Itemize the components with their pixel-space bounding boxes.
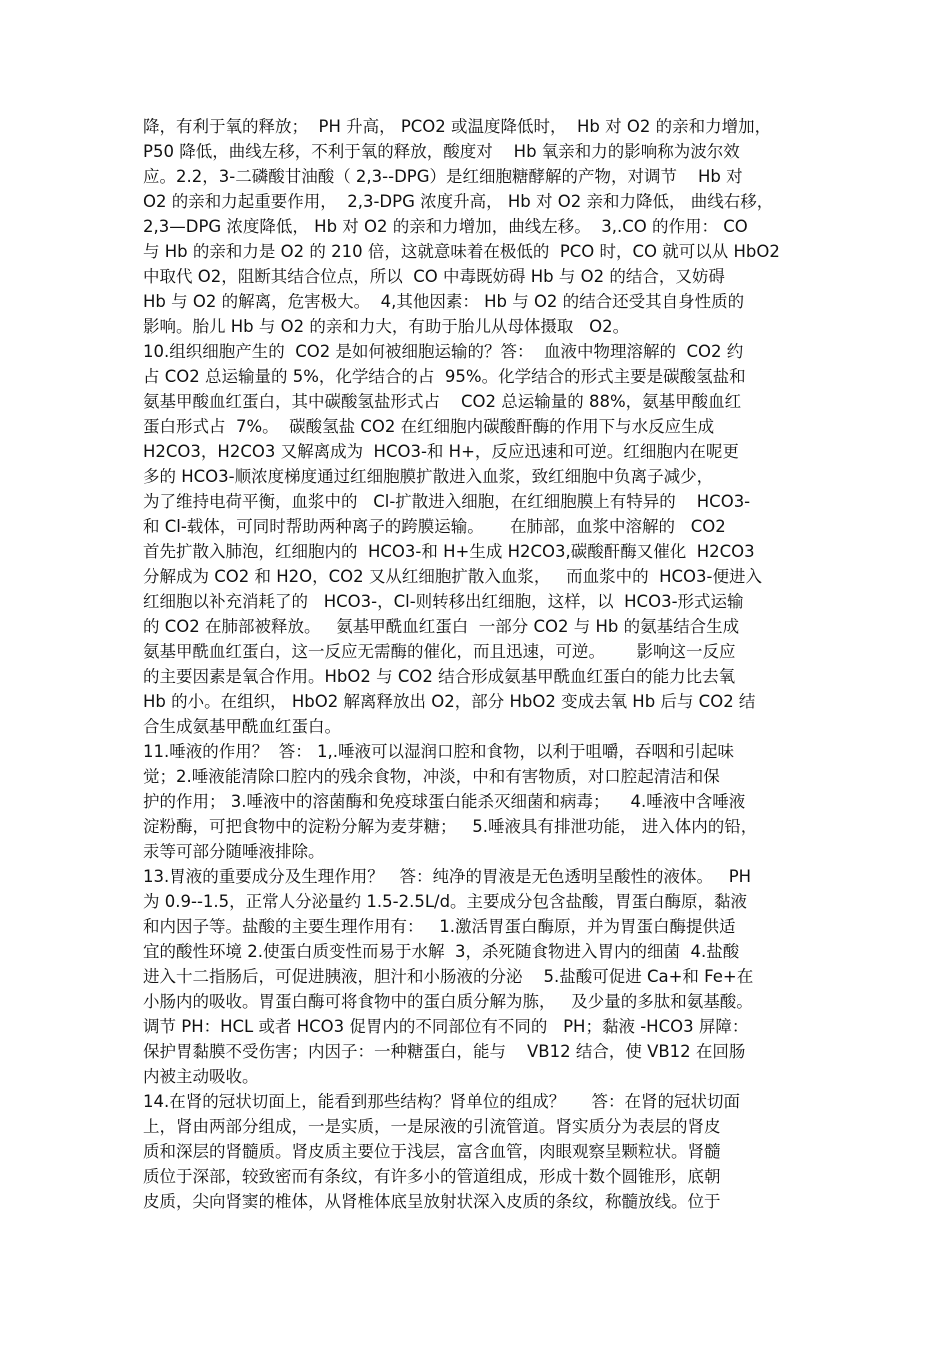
text-line: 合生成氨基甲酰血红蛋白。 [143,717,341,736]
text-line: 首先扩散入肺泡，红细胞内的 HCO3-和 H+生成 H2CO3,碳酸酐酶又催化 H2CO3 [143,542,755,561]
text-line: 觉；2.唾液能清除口腔内的残余食物，冲淡，中和有害物质，对口腔起清洁和保 [143,767,720,786]
text-line: 进入十二指肠后，可促进胰液，胆汁和小肠液的分泌 5.盐酸可促进 Ca+和 Fe+在 [143,967,754,986]
text-line: 护的作用； 3.唾液中的溶菌酶和免疫球蛋白能杀灭细菌和病毒； 4.唾液中含唾液 [143,792,746,811]
text-line: 占 CO2 总运输量的 5%，化学结合的占 95%。化学结合的形式主要是碳酸氢盐和 [143,367,746,386]
text-line: 汞等可部分随唾液排除。 [143,842,325,861]
text-line: 的 CO2 在肺部被释放。 氨基甲酰血红蛋白 一部分 CO2 与 Hb 的氨基结合生成 [143,617,740,636]
text-line: H2CO3，H2CO3 又解离成为 HCO3-和 H+，反应迅速和可逆。红细胞内在呢更 [143,442,739,461]
text-line: 皮质，尖向肾窦的椎体，从肾椎体底呈放射状深入皮质的条纹，称髓放线。位于 [143,1192,721,1211]
text-line: 红细胞以补充消耗了的 HCO3-，Cl-则转移出红细胞，这样，以 HCO3-形式运输 [143,592,744,611]
text-line: 和内因子等。盐酸的主要生理作用有： 1.激活胃蛋白酶原，并为胃蛋白酶提供适 [143,917,736,936]
text-line: 多的 HCO3-顺浓度梯度通过红细胞膜扩散进入血浆，致红细胞中负离子减少， [143,467,714,486]
text-line: 11.唾液的作用？ 答： 1,.唾液可以湿润口腔和食物，以利于咀嚼，吞咽和引起味 [143,742,734,761]
text-line: 为了维持电荷平衡，血浆中的 Cl-扩散进入细胞，在红细胞膜上有特异的 HCO3- [143,492,751,511]
text-line: 淀粉酶，可把食物中的淀粉分解为麦芽糖； 5.唾液具有排泄功能， 进入体内的铅， [143,817,758,836]
text-line: 与 Hb 的亲和力是 O2 的 210 倍，这就意味着在极低的 PCO 时，CO 就可以从 HbO2 [143,242,780,261]
text-line: 降，有利于氧的释放； PH 升高， PCO2 或温度降低时， Hb 对 O2 的亲和力增加， [143,117,772,136]
text-line: 宜的酸性环境 2.使蛋白质变性而易于水解 3，杀死随食物进入胃内的细菌 4.盐酸 [143,942,740,961]
text-line: 为 0.9--1.5，正常人分泌量约 1.5-2.5L/d。主要成分包含盐酸，胃蛋白酶原，黏液 [143,892,748,911]
text-line: 13.胃液的重要成分及生理作用？ 答：纯净的胃液是无色透明呈酸性的液体。 PH [143,867,752,886]
text-line: 上，肾由两部分组成，一是实质，一是尿液的引流管道。肾实质分为表层的肾皮 [143,1117,721,1136]
text-line: 质和深层的肾髓质。肾皮质主要位于浅层，富含血管，肉眼观察呈颗粒状。肾髓 [143,1142,721,1161]
text-line: O2 的亲和力起重要作用， 2,3-DPG 浓度升高， Hb 对 O2 亲和力降低， 曲线右移， [143,192,774,211]
text-line: P50 降低，曲线左移，不利于氧的释放，酸度对 Hb 氧亲和力的影响称为波尔效 [143,142,740,161]
text-line: 氨基甲酸血红蛋白，其中碳酸氢盐形式占 CO2 总运输量的 88%，氨基甲酸血红 [143,392,742,411]
text-line: 应。2.2，3-二磷酸甘油酸（ 2,3--DPG）是红细胞糖酵解的产物，对调节 Hb 对 [143,167,743,186]
text-line: 中取代 O2，阻断其结合位点，所以 CO 中毒既妨碍 Hb 与 O2 的结合，又妨碍 [143,267,725,286]
text-line: 14.在肾的冠状切面上，能看到那些结构？肾单位的组成？ 答：在肾的冠状切面 [143,1092,740,1111]
text-line: 影响。胎儿 Hb 与 O2 的亲和力大，有助于胎儿从母体摄取 O2。 [143,317,630,336]
text-line: 质位于深部，较致密而有条纹，有许多小的管道组成，形成十数个圆锥形，底朝 [143,1167,721,1186]
text-line: Hb 的小。在组织， HbO2 解离释放出 O2，部分 HbO2 变成去氧 Hb 后与 CO2 结 [143,692,756,711]
text-line: 和 Cl-载体，可同时帮助两种离子的跨膜运输。 在肺部，血浆中溶解的 CO2 [143,517,726,536]
text-line: 保护胃黏膜不受伤害；内因子：一种糖蛋白，能与 VB12 结合，使 VB12 在回肠 [143,1042,746,1061]
text-line: 分解成为 CO2 和 H2O，CO2 又从红细胞扩散入血浆， 而血浆中的 HCO3-便进入 [143,567,762,586]
text-line: 内被主动吸收。 [143,1067,259,1086]
text-line: 氨基甲酰血红蛋白，这一反应无需酶的催化，而且迅速，可逆。 影响这一反应 [143,642,736,661]
text-line: 2,3—DPG 浓度降低， Hb 对 O2 的亲和力增加，曲线左移。 3,.CO 的作用： CO [143,217,748,236]
text-line: 小肠内的吸收。胃蛋白酶可将食物中的蛋白质分解为胨， 及少量的多肽和氨基酸。 [143,992,753,1011]
text-line: 调节 PH：HCL 或者 HCO3 促胃内的不同部位有不同的 PH；黏液 -HCO3 屏障： [143,1017,749,1036]
text-line: 的主要因素是氧合作用。HbO2 与 CO2 结合形成氨基甲酰血红蛋白的能力比去氧 [143,667,736,686]
text-line: Hb 与 O2 的解离，危害极大。 4,其他因素： Hb 与 O2 的结合还受其自身性质的 [143,292,745,311]
text-line: 蛋白形式占 7%。 碳酸氢盐 CO2 在红细胞内碳酸酐酶的作用下与水反应生成 [143,417,715,436]
text-line: 10.组织细胞产生的 CO2 是如何被细胞运输的？答： 血液中物理溶解的 CO2 约 [143,342,744,361]
document-body [143,114,811,1214]
